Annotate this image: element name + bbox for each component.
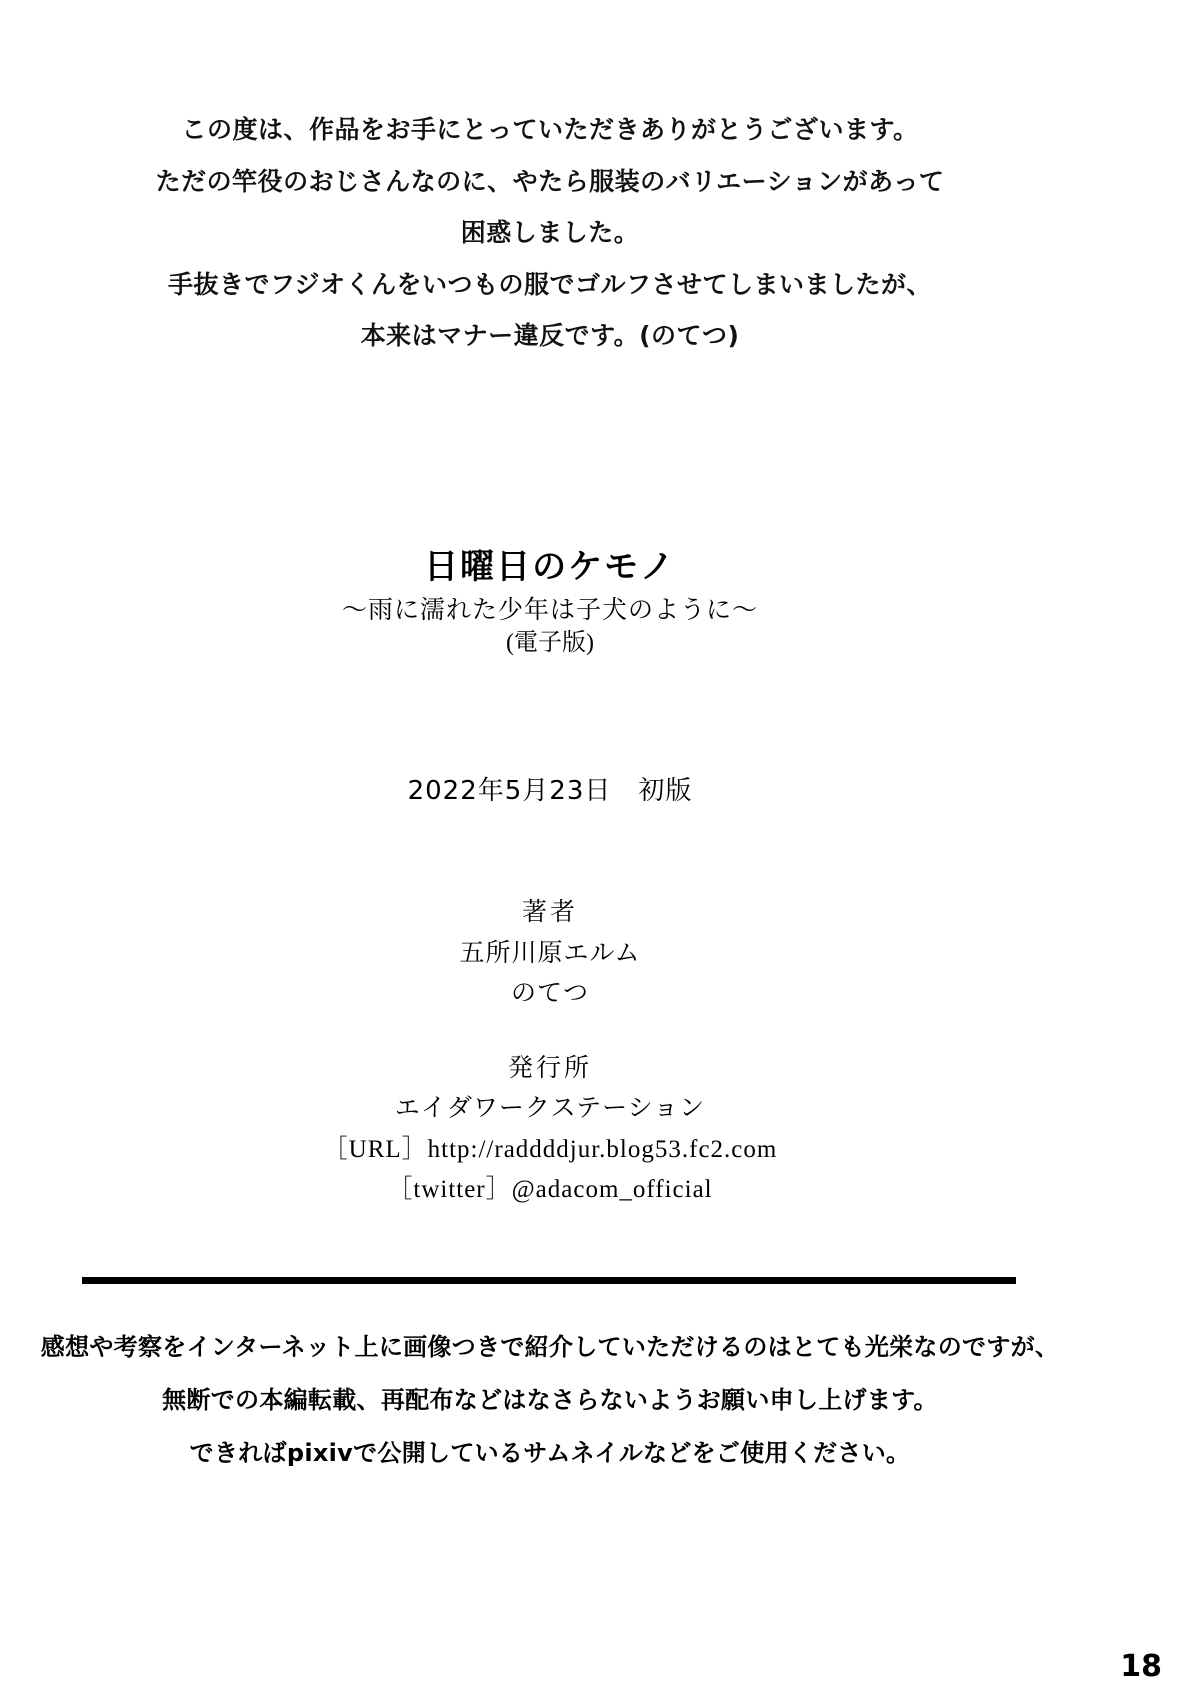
credits-block xyxy=(0,893,1100,1211)
afterword-section xyxy=(0,112,1100,370)
work-edition: (電子版) xyxy=(506,630,594,657)
usage-notice-section xyxy=(0,1330,1100,1488)
page-number: 18 xyxy=(1120,1649,1162,1684)
horizontal-divider xyxy=(82,1277,1016,1284)
afterword-line: この度は、作品をお手にとっていただきありがとうございます。 xyxy=(181,115,919,144)
afterword-line: 本来はマナー違反です。(のてつ) xyxy=(360,321,740,350)
notice-line: できればpixivで公開しているサムネイルなどをご使用ください。 xyxy=(189,1438,911,1467)
publisher-label: 発行所 xyxy=(507,1054,592,1082)
afterword-line: ただの竿役のおじさんなのに、やたら服装のバリエーションがあって xyxy=(155,166,945,196)
publisher-twitter[interactable]: ［twitter］@adacom_official xyxy=(387,1176,713,1203)
notice-line: 無断での本編転載、再配布などはなさらないようお願い申し上げます。 xyxy=(162,1385,938,1414)
author-label: 著者 xyxy=(521,899,578,926)
afterword-line: 困惑しました。 xyxy=(460,218,640,247)
publisher-name: エイダワークステーション xyxy=(394,1095,706,1122)
author-name: 五所川原エルム xyxy=(459,939,641,967)
publisher-url[interactable]: ［URL］http://raddddjur.blog53.fc2.com xyxy=(322,1135,778,1163)
work-title: 日曜日のケモノ xyxy=(424,549,676,586)
author-name: のてつ xyxy=(510,980,589,1007)
work-subtitle: 〜雨に濡れた少年は子犬のように〜 xyxy=(341,596,758,624)
author-group xyxy=(0,893,1100,1015)
publisher-group xyxy=(0,1049,1100,1211)
title-block xyxy=(0,548,1100,659)
afterword-line: 手抜きでフジオくんをいつもの服でゴルフさせてしまいましたが、 xyxy=(167,269,932,299)
notice-line: 感想や考察をインターネット上に画像つきで紹介していただけるのはとても光栄なのですが、 xyxy=(40,1333,1060,1361)
publication-date: 2022年5月23日 初版 xyxy=(407,776,693,806)
